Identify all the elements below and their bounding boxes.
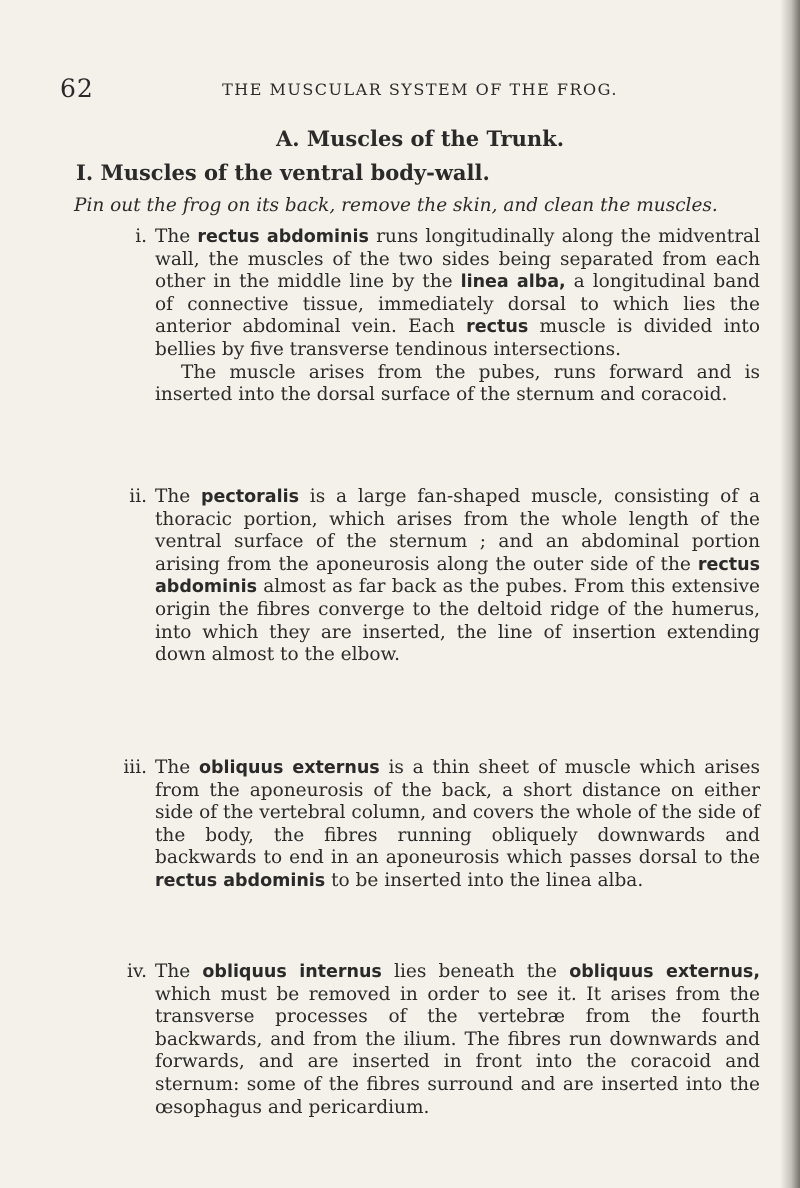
instruction-line: Pin out the frog on its back, remove the skin, and clean the muscles. [74,195,718,216]
list-item-pectoralis [129,486,760,667]
list-item-obliquus-externus [123,757,760,893]
item-numeral: ii. [129,486,147,507]
term-obliquus-internus: obliquus internus [202,962,382,982]
item-numeral: iii. [123,757,147,778]
term-rectus-abdominis: rectus abdominis [155,554,760,598]
item-numeral: i. [135,226,147,247]
term-pectoralis: pectoralis [201,487,300,507]
page-number: 62 [60,74,94,103]
term-rectus: rectus [466,317,529,338]
term-obliquus-externus: obliquus externus, [569,962,760,982]
paragraph: The pectoralis is a large fan-shaped muscle, consisting of a thoracic portion, which arises from the whole length of the ventral surface of the sternum ; and an abdominal portion arising from the aponeurosis along the outer side of the rectus abdominis almost as far back as the pubes. From this extensive origin the fibres converge to the deltoid ridge of the humerus, into which they are inserted, the line of insertion extending down almost to the elbow. [155,486,760,666]
paragraph: The obliquus internus lies beneath the obliquus externus, which must be removed in order to see it. It arises from the transverse processes of the vertebræ from the fourth backwards, and from the ilium. The fibres run downwards and forwards, and are inserted in front into the coracoid and sternum: some of the fibres surround and are inserted into the œsophagus and pericardium. [155,961,760,1118]
page-edge-shadow [780,0,800,1188]
section-title: A. Muscles of the Trunk. [275,126,565,151]
term-rectus-abdominis: rectus abdominis [197,227,369,247]
term-rectus-abdominis: rectus abdominis [155,870,326,891]
paragraph: The rectus abdominis runs longitudinally along the midventral wall, the muscles of the two sides being separated from each other in the middle line by the linea alba, a longitudinal band of connective tissue, immediately dorsal to which lies the anterior abdominal vein. Each rectus muscle is divided into bellies by five transverse tendinous intersections. [155,226,761,360]
list-item-rectus-abdominis [135,226,761,407]
term-linea-alba: linea alba, [460,272,566,293]
running-head: THE MUSCULAR SYSTEM OF THE FROG. [222,80,618,99]
list-item-obliquus-internus [126,961,760,1119]
paragraph: The obliquus externus is a thin sheet of muscle which arises from the aponeurosis of the back, a short distance on either side of the vertebral column, and covers the whole of the side of the body, the fibres running obliquely downwards and backwards to end in an aponeurosis which passes dorsal to the rectus abdominis to be inserted into the linea alba. [155,757,760,891]
term-obliquus-externus: obliquus externus [198,758,380,778]
paragraph: The muscle arises from the pubes, runs forward and is inserted into the dorsal surface of the sternum and coracoid. [155,361,760,406]
subsection-title: I. Muscles of the ventral body-wall. [76,160,490,185]
item-numeral: iv. [126,961,147,982]
